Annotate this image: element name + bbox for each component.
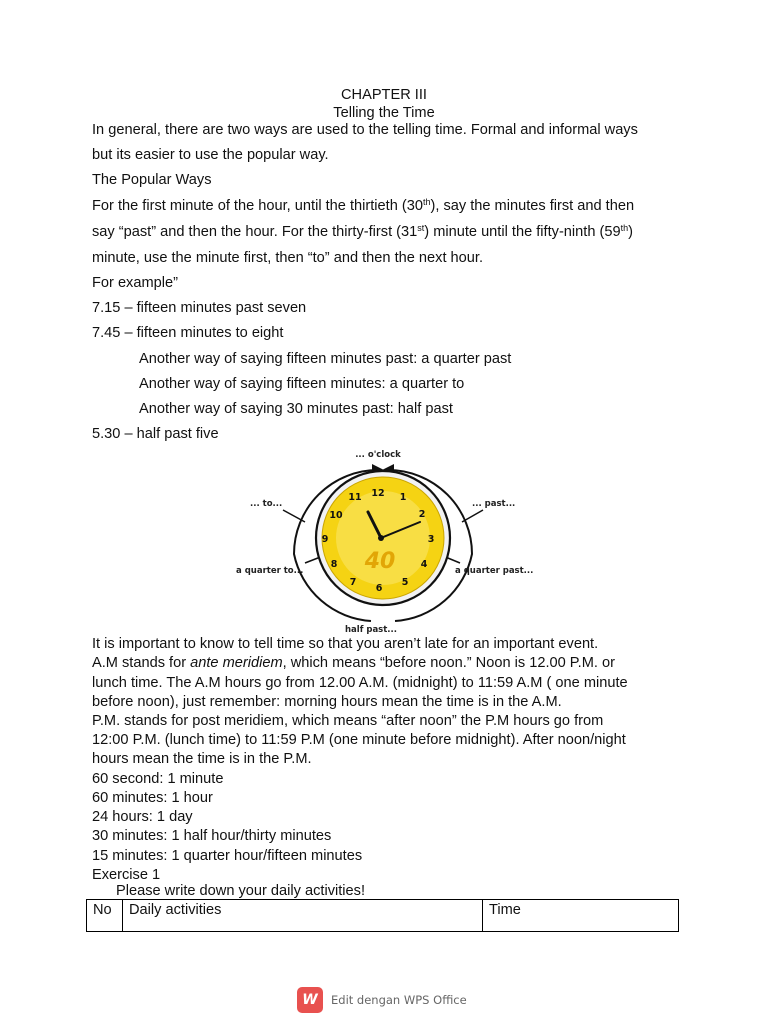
body-line-1: It is important to know to tell time so that you aren’t late for an important event.: [92, 636, 599, 652]
unit-item: 60 minutes: 1 hour: [92, 790, 213, 806]
chapter-number: CHAPTER III: [341, 87, 427, 103]
label-past: ... past...: [472, 499, 516, 509]
body-line-4: before noon), just remember: morning hours mean the time is in the A.M.: [92, 694, 562, 710]
example-2: 7.45 – fifteen minutes to eight: [92, 325, 284, 341]
label-quarter-past: a quarter past...: [455, 566, 534, 576]
body-line-2: A.M stands for ante meridiem, which means “before noon.” Noon is 12.00 P.M. or: [92, 655, 615, 671]
unit-item: 30 minutes: 1 half hour/thirty minutes: [92, 828, 332, 844]
alternative-3: Another way of saying 30 minutes past: half past: [139, 401, 453, 417]
alternative-1: Another way of saying fifteen minutes past: a quarter past: [139, 351, 512, 367]
chapter-title: Telling the Time: [333, 105, 435, 121]
alternative-2: Another way of saying fifteen minutes: a quarter to: [139, 376, 465, 392]
label-half-past: half past...: [345, 625, 397, 635]
label-to: ... to...: [250, 499, 283, 509]
intro-line-2: but its easier to use the popular way.: [92, 147, 329, 163]
popular-ways-heading: The Popular Ways: [92, 172, 212, 188]
clock-logo: 40: [364, 549, 396, 574]
header-no: No: [87, 900, 123, 932]
example-1: 7.15 – fifteen minutes past seven: [92, 300, 307, 316]
past-pointer: [462, 510, 483, 522]
to-pointer: [283, 510, 305, 522]
clock-number: 10: [329, 510, 343, 521]
popular-paragraph-line-1: For the first minute of the hour, until the thirtieth (30th), say the minutes first and then: [92, 197, 635, 214]
body-line-5: P.M. stands for post meridiem, which means “after noon” the P.M hours go from: [92, 713, 604, 729]
clock-number: 12: [371, 488, 385, 499]
clock-number: 2: [418, 509, 426, 520]
body-line-6: 12:00 P.M. (lunch time) to 11:59 P.M (one minute before midnight). After noon/night: [92, 732, 626, 748]
popular-paragraph-line-2: say “past” and then the hour. For the thirty-first (31st) minute until the fifty-ninth (59th): [92, 223, 633, 240]
clock-illustration: [228, 446, 538, 636]
clock-diagram: [228, 446, 538, 636]
popular-paragraph-line-3: minute, use the minute first, then “to” and then the next hour.: [92, 250, 484, 266]
body-line-3: lunch time. The A.M hours go from 12.00 A.M. (midnight) to 11:59 A.M ( one minute: [92, 675, 628, 691]
unit-item: 24 hours: 1 day: [92, 809, 193, 825]
clock-number: 3: [427, 534, 435, 545]
wps-logo-icon: W: [297, 987, 323, 1013]
clock-number: 8: [330, 559, 338, 570]
header-time: Time: [483, 900, 679, 932]
example-3: 5.30 – half past five: [92, 426, 219, 442]
wps-edit-label: Edit dengan WPS Office: [331, 993, 467, 1007]
clock-number: 6: [375, 583, 383, 594]
label-quarter-to: a quarter to...: [236, 566, 304, 576]
header-daily-activities: Daily activities: [123, 900, 483, 932]
unit-item: 15 minutes: 1 quarter hour/fifteen minutes: [92, 848, 363, 864]
exercise-title: Exercise 1: [92, 867, 161, 883]
unit-item: 60 second: 1 minute: [92, 771, 224, 787]
label-oclock: ... o'clock: [355, 450, 401, 460]
clock-number: 11: [348, 492, 362, 503]
table-header-row: [87, 900, 679, 932]
clock-number: 7: [349, 577, 357, 588]
body-line-7: hours mean the time is in the P.M.: [92, 751, 312, 767]
intro-line-1: In general, there are two ways are used to the telling time. Formal and informal ways: [92, 122, 638, 138]
example-label: For example”: [92, 275, 178, 291]
clock-number: 1: [399, 492, 407, 503]
clock-number: 4: [420, 559, 428, 570]
clock-number: 9: [321, 534, 329, 545]
wps-edit-banner[interactable]: [297, 986, 467, 1014]
clock-number: 5: [401, 577, 409, 588]
activities-table: [86, 899, 679, 932]
exercise-instruction: Please write down your daily activities!: [116, 883, 366, 899]
